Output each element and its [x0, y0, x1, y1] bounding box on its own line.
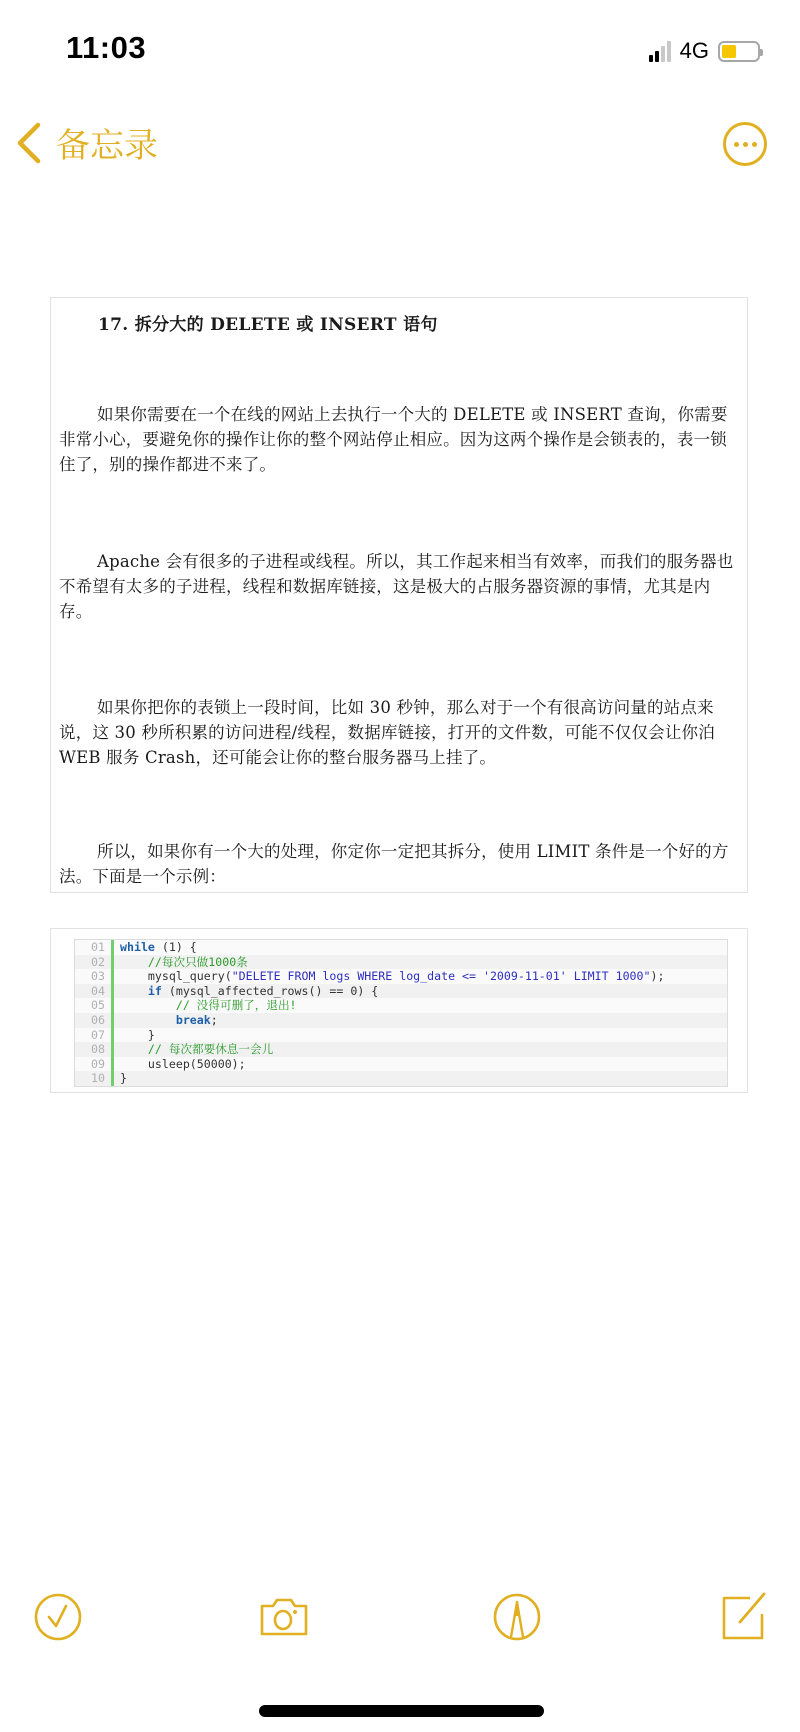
- code-text: while (1) {: [120, 940, 197, 954]
- pen-tip-circle-icon: [490, 1590, 544, 1644]
- line-number: 05: [91, 998, 105, 1013]
- code-text: //每次只做1000条: [147, 954, 248, 969]
- compose-button[interactable]: [718, 1590, 772, 1644]
- chevron-left-icon: [14, 121, 44, 165]
- code-block: [74, 939, 728, 1087]
- code-text: }: [147, 1027, 155, 1042]
- nav-bar: [0, 110, 800, 170]
- document-paragraph: 所以，如果你有一个大的处理，你定你一定把其拆分，使用 LIMIT 条件是一个好的方法。下面是一个示例：: [59, 842, 729, 886]
- document-paragraph: 如果你把你的表锁上一段时间，比如 30 秒钟，那么对于一个有很高访问量的站点来说，这 30 秒所积累的访问进程/线程，数据库链接，打开的文件数，可能不仅仅会让你泊 WEB 服务 Crash，还可能会让你的整台服务器马上挂了。: [59, 698, 715, 767]
- home-indicator[interactable]: [259, 1705, 544, 1717]
- code-text: // 每次都要休息一会儿: [147, 1042, 274, 1057]
- code-line: [75, 1071, 727, 1086]
- code-image: [50, 928, 748, 1093]
- network-type: 4G: [679, 38, 709, 63]
- code-line: [75, 998, 727, 1013]
- status-time: 11:03: [66, 30, 147, 65]
- code-text: mysql_query("DELETE FROM logs WHERE log_date <= '2009-11-01' LIMIT 1000");: [147, 969, 665, 984]
- camera-button[interactable]: [258, 1590, 312, 1644]
- ellipsis-dot-icon: [734, 142, 739, 147]
- line-number: 04: [91, 983, 105, 998]
- code-text: if (mysql_affected_rows() == 0) {: [147, 983, 379, 998]
- status-indicators: [649, 38, 760, 64]
- checkmark-circle-icon: [31, 1590, 85, 1644]
- code-line: [75, 1057, 727, 1072]
- line-number: 03: [91, 969, 105, 984]
- document-paragraph: Apache 会有很多的子进程或线程。所以，其工作起来相当有效率，而我们的服务器也不希望有太多的子进程，线程和数据库链接，这是极大的占服务器资源的事情，尤其是内存。: [59, 552, 734, 621]
- code-text: // 没得可删了，退出!: [175, 998, 297, 1013]
- line-number: 06: [91, 1012, 105, 1027]
- bottom-toolbar: [0, 1590, 800, 1660]
- line-number: 01: [91, 940, 105, 954]
- ellipsis-dot-icon: [752, 142, 757, 147]
- compose-icon: [718, 1590, 772, 1644]
- more-options-button[interactable]: [723, 122, 767, 166]
- code-line: [75, 1042, 727, 1057]
- cellular-signal-icon: [649, 40, 671, 62]
- code-text: }: [120, 1071, 127, 1086]
- battery-icon: [718, 41, 760, 62]
- markup-button[interactable]: [490, 1590, 544, 1644]
- document-image: [50, 297, 748, 893]
- line-number: 10: [91, 1071, 105, 1086]
- code-line: [75, 1028, 727, 1043]
- checklist-button[interactable]: [31, 1590, 85, 1644]
- line-number: 09: [91, 1056, 105, 1071]
- code-line: [75, 1013, 727, 1028]
- code-line: [75, 955, 727, 970]
- document-paragraph: 如果你需要在一个在线的网站上去执行一个大的 DELETE 或 INSERT 查询，你需要非常小心，要避免你的操作让你的整个网站停止相应。因为这两个操作是会锁表的，表一锁住了，别的操作都进不来了。: [59, 405, 728, 474]
- back-button[interactable]: [14, 118, 158, 167]
- document-heading: 17. 拆分大的 DELETE 或 INSERT 语句: [98, 315, 438, 335]
- code-line: [75, 940, 727, 955]
- line-number: 08: [91, 1042, 105, 1057]
- line-number: 07: [91, 1027, 105, 1042]
- line-number: 02: [91, 954, 105, 969]
- back-label: 备忘录: [56, 126, 158, 166]
- camera-icon: [258, 1590, 312, 1644]
- code-line: [75, 984, 727, 999]
- code-text: usleep(50000);: [147, 1056, 246, 1071]
- status-bar: [0, 0, 800, 100]
- code-line: [75, 969, 727, 984]
- code-text: break;: [175, 1012, 218, 1027]
- ellipsis-dot-icon: [743, 142, 748, 147]
